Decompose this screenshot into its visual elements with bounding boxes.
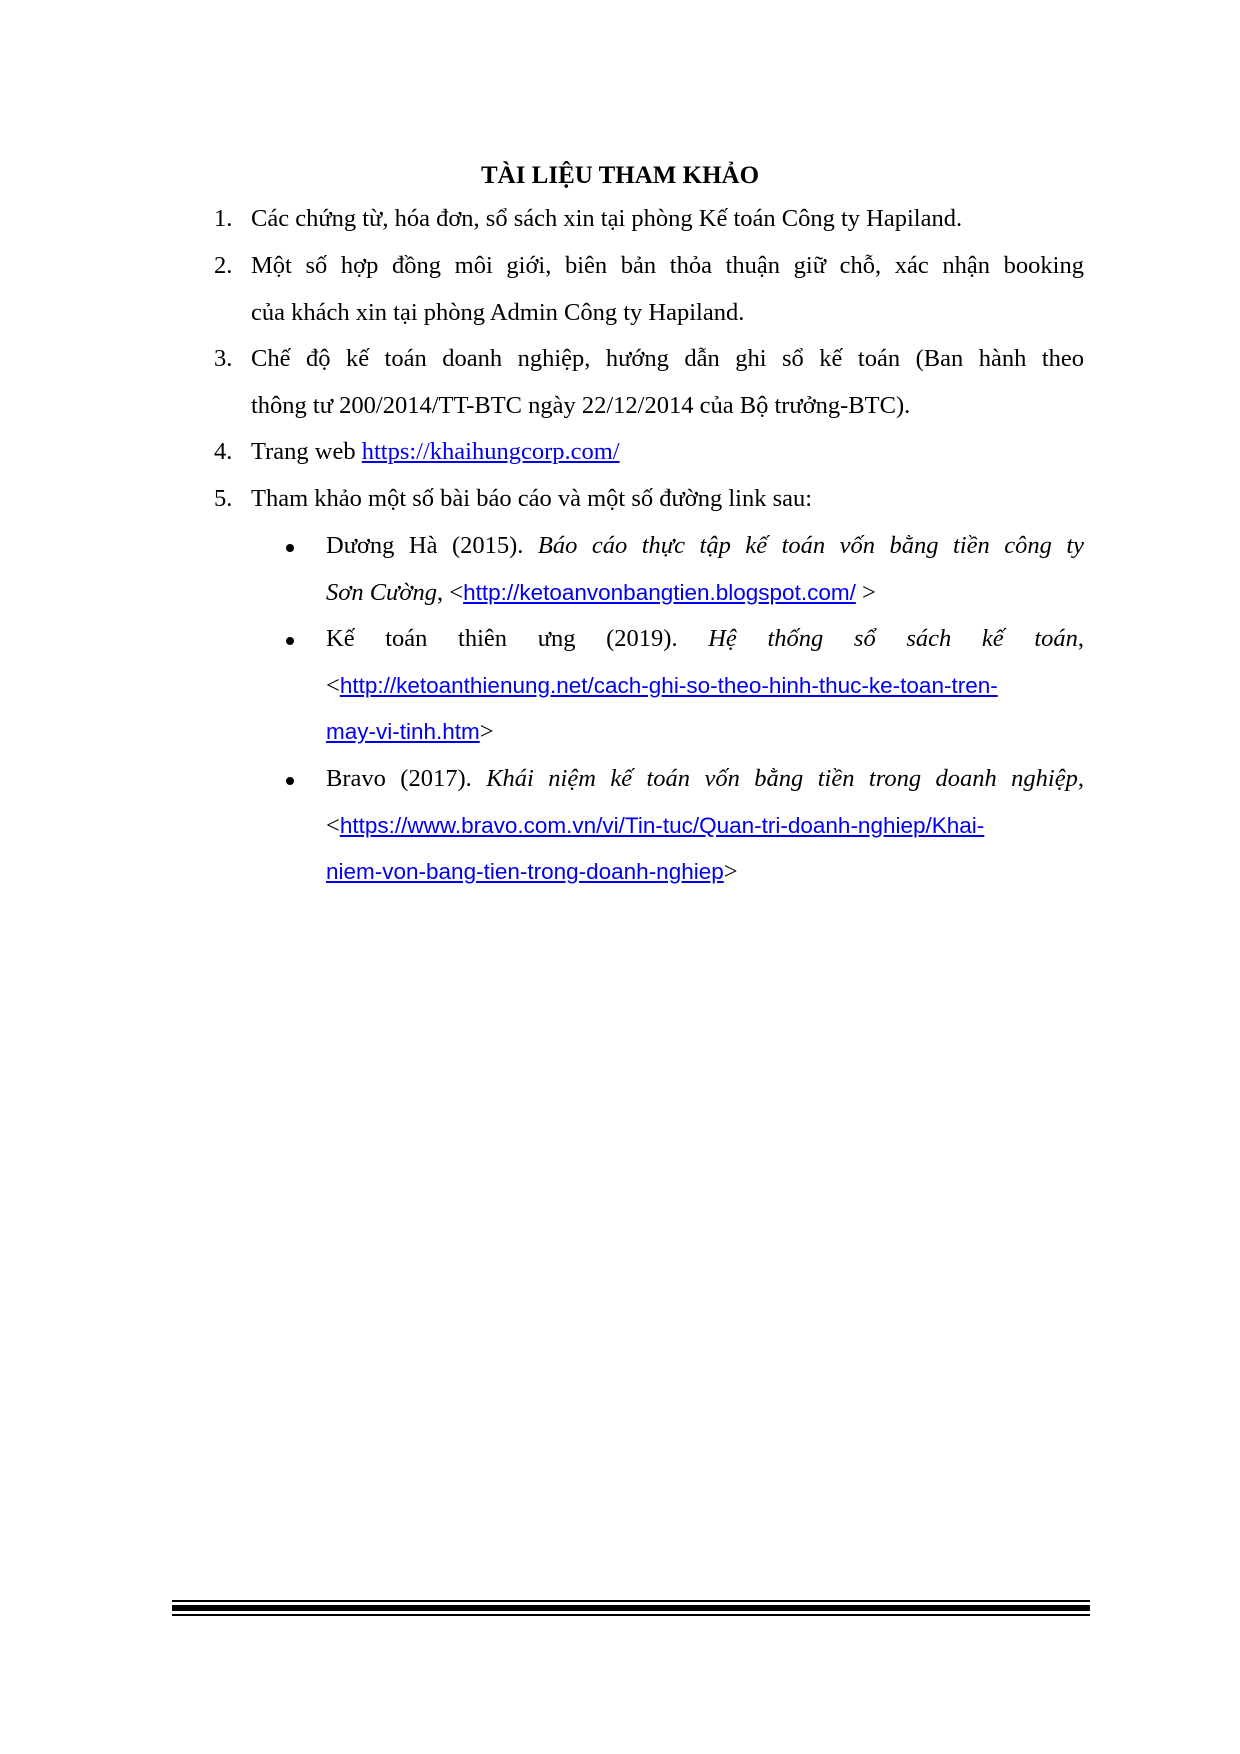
item-text-line-1: Chế độ kế toán doanh nghiệp, hướng dẫn ghi sổ kế toán (Ban hành theo (251, 345, 1084, 372)
bullet-icon (286, 637, 294, 645)
item-number: 3. (214, 345, 233, 372)
sub-author: Dương Hà (2015). (326, 532, 538, 559)
sub-separator: , (1077, 625, 1084, 652)
item-number: 2. (214, 252, 233, 279)
reference-item-5 (214, 476, 1084, 523)
sub-title: Hệ thống sổ sách kế toán (708, 625, 1078, 652)
ketoanthienung-link[interactable]: http://ketoanthienung.net/cach-ghi-so-theo-hinh-thuc-ke-toan-tren- (339, 672, 998, 698)
sub-separator: , < (436, 578, 464, 606)
item-text: Tham khảo một số bài báo cáo và một số đường link sau: (251, 485, 813, 512)
reference-item-3 (214, 336, 1084, 429)
sub-title: Báo cáo thực tập kế toán vốn bằng tiền công ty (537, 532, 1085, 559)
bullet-icon (286, 777, 294, 785)
page-title: TÀI LIỆU THAM KHẢO (480, 162, 760, 189)
reference-item-2 (214, 243, 1084, 336)
reference-item-4 (214, 429, 1084, 476)
sub-title-cont: Sơn Cường (326, 578, 437, 606)
item-text: Trang web (251, 438, 362, 465)
sub-reference-2 (290, 616, 1084, 756)
sub-end: > (855, 578, 876, 606)
footer-rule-thin-bottom (172, 1614, 1090, 1616)
item-text-line-2: thông tư 200/2014/TT-BTC ngày 22/12/2014 của Bộ trưởng-BTC). (251, 391, 911, 419)
footer-rule-thick (172, 1605, 1090, 1611)
item-text: Các chứng từ, hóa đơn, sổ sách xin tại phòng Kế toán Công ty Hapiland. (251, 205, 963, 232)
item-number: 4. (214, 438, 233, 465)
sub-title: Khái niệm kế toán vốn bằng tiền trong doanh nghiệp, (486, 765, 1084, 792)
blog-link[interactable]: http://ketoanvonbangtien.blogspot.com/ (463, 579, 856, 605)
item-number: 1. (214, 205, 233, 232)
bravo-link[interactable]: https://www.bravo.com.vn/vi/Tin-tuc/Quan-tri-doanh-nghiep/Khai- (339, 812, 985, 838)
sub-reference-3 (290, 756, 1084, 896)
ketoanthienung-link-cont[interactable]: may-vi-tinh.htm (326, 719, 480, 744)
reference-item-1 (214, 196, 1084, 243)
sub-open: < (326, 811, 340, 839)
sub-reference-1 (290, 523, 1084, 616)
sub-end: > (479, 718, 494, 745)
item-number: 5. (214, 485, 233, 512)
sub-end: > (723, 858, 738, 885)
sub-open: < (326, 671, 340, 699)
bullet-icon (286, 544, 294, 552)
item-text-line-2: của khách xin tại phòng Admin Công ty Hapiland. (251, 298, 745, 326)
sub-author: Bravo (2017). (326, 765, 487, 792)
sub-author: Kế toán thiên ưng (2019). (326, 625, 709, 652)
bravo-link-cont[interactable]: niem-von-bang-tien-trong-doanh-nghiep (326, 859, 724, 884)
footer-rule-thin-top (172, 1600, 1090, 1602)
website-link[interactable]: https://khaihungcorp.com/ (361, 438, 620, 465)
item-text-line-1: Một số hợp đồng môi giới, biên bản thỏa thuận giữ chỗ, xác nhận booking (251, 252, 1084, 279)
